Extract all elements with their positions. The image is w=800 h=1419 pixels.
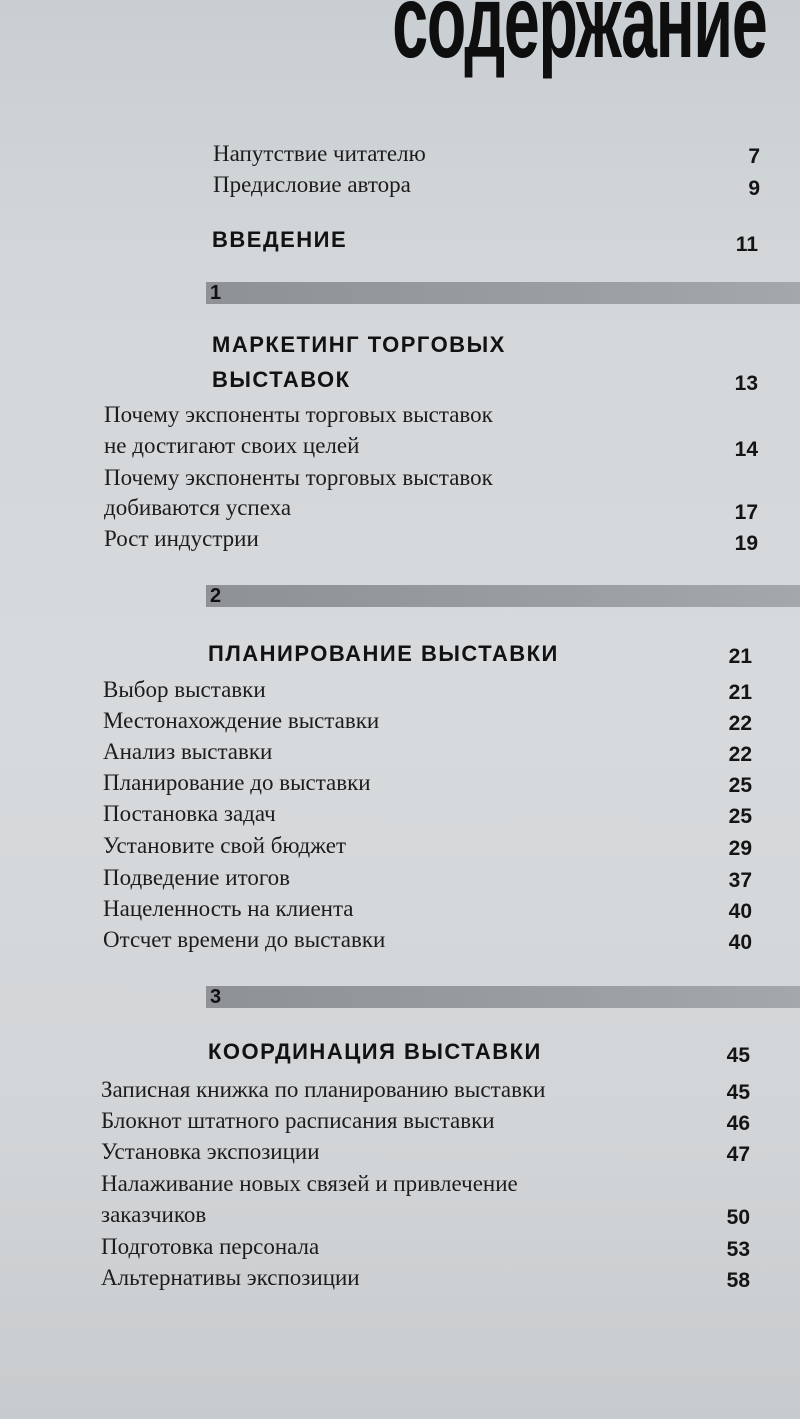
toc-page-number: 40	[728, 931, 752, 954]
toc-entry: Записная книжка по планированию выставки	[101, 1077, 546, 1102]
toc-page-number: 13	[734, 372, 758, 395]
toc-page-number: 22	[728, 712, 752, 735]
chapter-title: МАРКЕТИНГ ТОРГОВЫХ	[212, 332, 506, 357]
toc-entry: Установка экспозиции	[101, 1139, 320, 1164]
toc-page-number: 29	[728, 837, 752, 860]
chapter-number: 3	[210, 986, 222, 1008]
toc-entry: Почему экспоненты торговых выставок	[104, 402, 493, 427]
toc-entry: Планирование до выставки	[103, 770, 371, 795]
chapter-number: 1	[210, 282, 222, 304]
chapter-title: ПЛАНИРОВАНИЕ ВЫСТАВКИ	[208, 641, 559, 666]
toc-page-number: 40	[728, 900, 752, 923]
toc-page-number: 22	[728, 743, 752, 766]
chapter-divider-bar	[206, 282, 800, 304]
toc-entry: Постановка задач	[103, 801, 276, 826]
chapter-title: ВЫСТАВОК	[212, 367, 351, 392]
toc-entry: Установите свой бюджет	[103, 833, 346, 858]
toc-entry: Почему экспоненты торговых выставок	[104, 465, 493, 490]
toc-entry: Блокнот штатного расписания выставки	[101, 1108, 495, 1133]
toc-entry-author-preface: Предисловие автора	[213, 172, 411, 197]
page-title: содержание	[391, 0, 766, 80]
toc-page-number: 53	[726, 1238, 750, 1261]
toc-entry: добиваются успеха	[104, 495, 292, 520]
toc-entry: не достигают своих целей	[104, 433, 360, 458]
toc-entry: Подготовка персонала	[101, 1234, 320, 1259]
chapter-divider-bar	[206, 986, 800, 1008]
toc-page-number: 21	[728, 681, 752, 704]
toc-page-number: 7	[748, 145, 760, 168]
toc-page-number: 37	[728, 869, 752, 892]
chapter-divider-bar	[206, 585, 800, 607]
toc-heading-introduction: ВВЕДЕНИЕ	[212, 227, 348, 252]
toc-entry: Выбор выставки	[103, 677, 266, 702]
chapter-title: КООРДИНАЦИЯ ВЫСТАВКИ	[208, 1039, 542, 1064]
toc-page-number: 11	[735, 233, 758, 256]
chapter-number: 2	[210, 585, 222, 607]
toc-page-number: 9	[748, 177, 760, 200]
toc-entry: Рост индустрии	[104, 526, 259, 551]
toc-entry-foreword-reader: Напутствие читателю	[213, 141, 426, 166]
toc-entry: Анализ выставки	[103, 739, 273, 764]
toc-page-number: 25	[728, 805, 752, 828]
toc-page-number: 46	[726, 1112, 750, 1135]
toc-entry: Альтернативы экспозиции	[101, 1265, 360, 1290]
toc-entry: Отсчет времени до выставки	[103, 927, 386, 952]
toc-page-number: 17	[734, 501, 758, 524]
toc-page-number: 50	[726, 1206, 750, 1229]
toc-page-number: 58	[726, 1269, 750, 1292]
toc-entry: заказчиков	[101, 1202, 207, 1227]
toc-page-number: 47	[726, 1143, 750, 1166]
toc-page-number: 19	[734, 532, 758, 555]
toc-page-number: 45	[726, 1081, 750, 1104]
toc-entry: Подведение итогов	[103, 865, 291, 890]
toc-page-number: 45	[726, 1044, 750, 1067]
toc-page-number: 25	[728, 774, 752, 797]
toc-entry: Нацеленность на клиента	[103, 896, 354, 921]
toc-page-number: 14	[734, 438, 758, 461]
toc-page-number: 21	[728, 645, 752, 668]
toc-entry: Местонахождение выставки	[103, 708, 380, 733]
toc-entry: Налаживание новых связей и привлечение	[101, 1171, 518, 1196]
